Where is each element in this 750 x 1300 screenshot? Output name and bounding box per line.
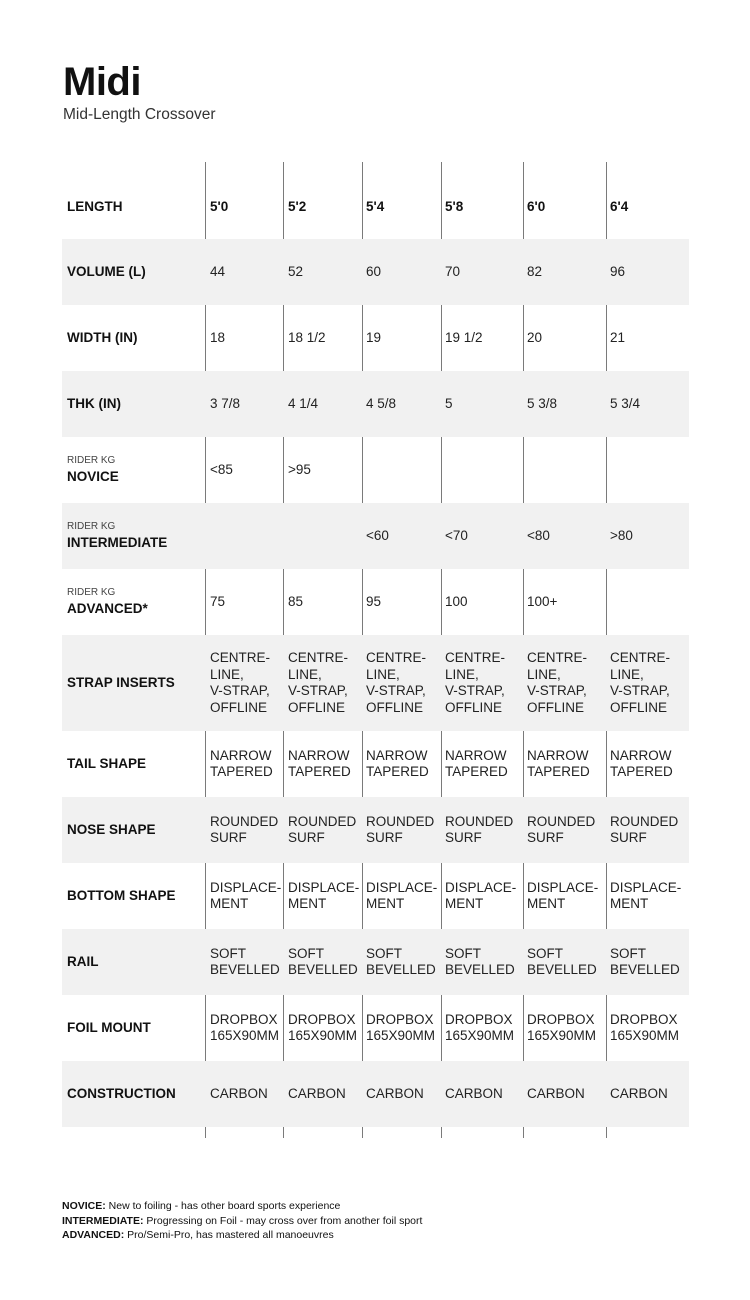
table-cell: 18 — [210, 329, 226, 345]
table-cell: ROUNDED SURF — [610, 813, 679, 845]
row-label: WIDTH (IN) — [67, 329, 138, 345]
table-cell: 19 1/2 — [445, 329, 483, 345]
table-cell: SOFT BEVELLED — [210, 945, 280, 977]
legend — [62, 1199, 422, 1243]
table-cell: 5 3/8 — [527, 395, 558, 411]
table-cell: 4 1/4 — [288, 395, 319, 411]
row-label: VOLUME (L) — [67, 263, 146, 279]
column-header: 5'0 — [210, 198, 229, 214]
table-row — [62, 371, 689, 437]
table-cell: 4 5/8 — [366, 395, 397, 411]
table-cell: DISPLACE- MENT — [288, 879, 360, 911]
table-cell: DROPBOX 165X90MM — [210, 1011, 280, 1043]
table-cell: NARROW TAPERED — [445, 747, 508, 779]
table-cell: NARROW TAPERED — [366, 747, 429, 779]
legend-text: Pro/Semi-Pro, has mastered all manoeuvres — [124, 1229, 334, 1241]
table-cell: CARBON — [527, 1085, 585, 1101]
table-cell: 20 — [527, 329, 543, 345]
legend-text: Progressing on Foil - may cross over from another foil sport — [143, 1214, 423, 1227]
row-label: CONSTRUCTION — [67, 1085, 176, 1101]
table-cell: SOFT BEVELLED — [445, 945, 515, 977]
table-cell: 3 7/8 — [210, 395, 241, 411]
table-cell: DROPBOX 165X90MM — [288, 1011, 358, 1043]
table-cell: 18 1/2 — [288, 329, 326, 345]
table-cell: 75 — [210, 593, 226, 609]
table-cell: 100+ — [527, 593, 558, 609]
table-cell: >80 — [610, 527, 633, 543]
table-cell: SOFT BEVELLED — [288, 945, 358, 977]
table-cell: CARBON — [288, 1085, 346, 1101]
table-row — [62, 569, 689, 635]
table-row — [62, 239, 689, 305]
table-cell: NARROW TAPERED — [288, 747, 351, 779]
table-cell: ROUNDED SURF — [210, 813, 279, 845]
table-cell: ROUNDED SURF — [366, 813, 435, 845]
page-title: Midi — [63, 60, 141, 104]
table-cell: DROPBOX 165X90MM — [445, 1011, 515, 1043]
row-label — [62, 586, 205, 618]
table-row — [62, 929, 689, 995]
column-header: 5'4 — [366, 198, 385, 214]
page-subtitle: Mid-Length Crossover — [63, 106, 216, 123]
row-label: NOSE SHAPE — [67, 821, 156, 837]
table-cell: <80 — [527, 527, 550, 543]
row-label: BOTTOM SHAPE — [67, 887, 176, 903]
table-cell: CENTRE- LINE, V-STRAP, OFFLINE — [527, 650, 587, 715]
row-label: THK (IN) — [67, 395, 121, 411]
row-label-prefix: RIDER KG — [67, 587, 116, 599]
table-cell: 5 — [445, 395, 453, 411]
row-label-prefix: RIDER KG — [67, 521, 116, 533]
table-cell: DISPLACE- MENT — [527, 879, 599, 911]
legend-item — [62, 1199, 422, 1214]
legend-text: New to foiling - has other board sports experience — [105, 1200, 341, 1212]
table-row — [62, 305, 689, 371]
table-cell: SOFT BEVELLED — [366, 945, 436, 977]
table-cell: CENTRE- LINE, V-STRAP, OFFLINE — [366, 650, 426, 715]
row-label: RAIL — [67, 953, 99, 969]
table-row — [62, 1061, 689, 1127]
table-cell: 5 3/4 — [610, 395, 641, 411]
table-cell: DISPLACE- MENT — [445, 879, 517, 911]
table-cell: CARBON — [366, 1085, 424, 1101]
column-header: 5'2 — [288, 198, 307, 214]
table-cell: ROUNDED SURF — [445, 813, 514, 845]
legend-term: ADVANCED: — [62, 1229, 125, 1241]
row-label: FOIL MOUNT — [67, 1019, 151, 1035]
table-row — [62, 437, 689, 503]
legend-item — [62, 1214, 422, 1229]
table-cell: DROPBOX 165X90MM — [610, 1011, 680, 1043]
table-cell: DISPLACE- MENT — [210, 879, 282, 911]
table-cell: 44 — [210, 263, 226, 279]
table-cell: SOFT BEVELLED — [527, 945, 597, 977]
table-cell: 19 — [366, 329, 382, 345]
column-header: 6'0 — [527, 198, 546, 214]
table-row — [62, 635, 689, 731]
table-cell: CARBON — [610, 1085, 668, 1101]
row-label-text: INTERMEDIATE — [67, 535, 168, 551]
table-cell: 60 — [366, 263, 382, 279]
column-header: 6'4 — [610, 198, 629, 214]
table-cell: 85 — [288, 593, 304, 609]
table-cell: ROUNDED SURF — [288, 813, 357, 845]
row-label — [62, 520, 205, 552]
table-row — [62, 995, 689, 1061]
table-cell: CENTRE- LINE, V-STRAP, OFFLINE — [610, 650, 670, 715]
table-cell: CARBON — [210, 1085, 268, 1101]
table-row — [62, 863, 689, 929]
table-cell: >95 — [288, 461, 311, 477]
legend-item — [62, 1228, 422, 1243]
table-cell: 52 — [288, 263, 304, 279]
table-cell: 70 — [445, 263, 461, 279]
legend-term: INTERMEDIATE: — [62, 1214, 144, 1227]
row-label: LENGTH — [67, 198, 123, 214]
table-cell: NARROW TAPERED — [527, 747, 590, 779]
column-header: 5'8 — [445, 198, 464, 214]
table-cell: SOFT BEVELLED — [610, 945, 680, 977]
table-row — [62, 731, 689, 797]
table-cell: 82 — [527, 263, 543, 279]
table-row — [62, 797, 689, 863]
table-cell: DROPBOX 165X90MM — [366, 1011, 436, 1043]
table-cell: 96 — [610, 263, 626, 279]
table-cell: <85 — [210, 461, 233, 477]
table-cell: CARBON — [445, 1085, 503, 1101]
table-cell: 21 — [610, 329, 626, 345]
table-row — [62, 503, 689, 569]
row-label-prefix: RIDER KG — [67, 455, 116, 467]
table-cell: NARROW TAPERED — [210, 747, 273, 779]
row-label-text: ADVANCED* — [67, 601, 148, 617]
table-cell: DISPLACE- MENT — [366, 879, 438, 911]
table-cell: NARROW TAPERED — [610, 747, 673, 779]
row-label: STRAP INSERTS — [67, 674, 175, 690]
table-cell: ROUNDED SURF — [527, 813, 596, 845]
table-cell: CENTRE- LINE, V-STRAP, OFFLINE — [288, 650, 348, 715]
row-label: TAIL SHAPE — [67, 755, 147, 771]
spec-table — [62, 175, 689, 1127]
table-cell: CENTRE- LINE, V-STRAP, OFFLINE — [210, 650, 270, 715]
table-cell: DROPBOX 165X90MM — [527, 1011, 597, 1043]
legend-term: NOVICE: — [62, 1200, 106, 1212]
table-cell: <70 — [445, 527, 468, 543]
table-cell: <60 — [366, 527, 389, 543]
table-cell: CENTRE- LINE, V-STRAP, OFFLINE — [445, 650, 505, 715]
table-header-row — [62, 175, 689, 239]
table-cell: 95 — [366, 593, 382, 609]
row-label — [62, 454, 205, 486]
row-label-text: NOVICE — [67, 469, 119, 485]
table-cell: 100 — [445, 593, 468, 609]
table-cell: DISPLACE- MENT — [610, 879, 682, 911]
